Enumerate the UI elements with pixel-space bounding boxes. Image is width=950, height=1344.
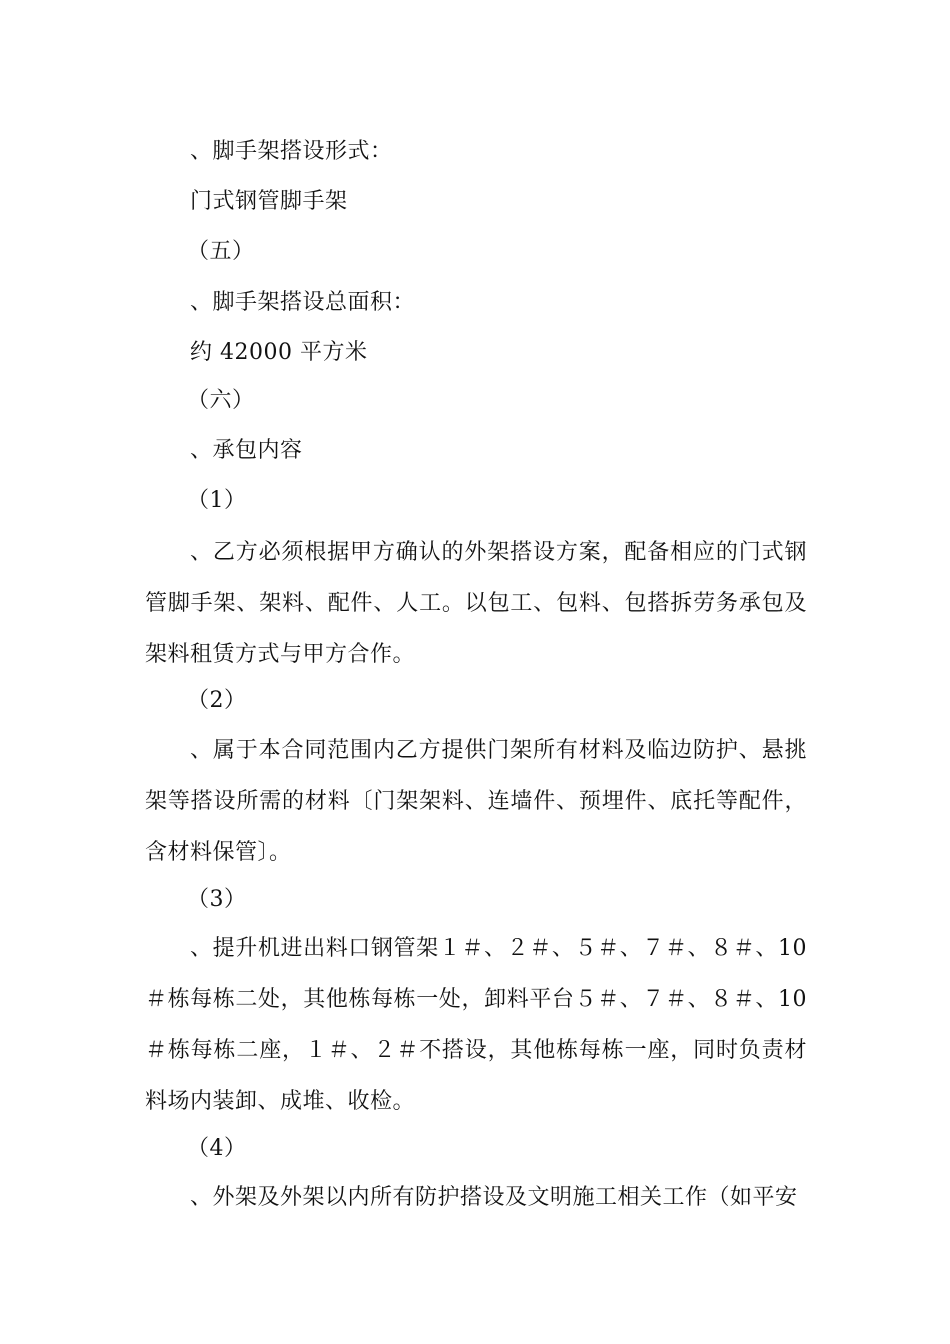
section-number-5: （五） (187, 239, 255, 264)
section-number-6: （六） (187, 388, 255, 413)
scaffold-form-value: 门式钢管脚手架 (190, 189, 348, 214)
contract-scope-heading: 、承包内容 (190, 438, 303, 463)
item-4-paragraph: 、外架及外架以内所有防护搭设及文明施工相关工作（如平安 (190, 1185, 798, 1210)
item-number-3: （3） (187, 887, 247, 912)
scaffold-form-heading: 、脚手架搭设形式： (190, 139, 393, 164)
item-3-paragraph: 、提升机进出料口钢管架１＃、２＃、５＃、７＃、８＃、10＃栋每栋二处，其他栋每栋一处，卸料平台５＃、７＃、８＃、10＃栋每栋二座，１＃、２＃不搭设，其他栋每栋一座，同时负责材料场内装卸、成堆、收检。 (145, 936, 807, 1114)
item-1-paragraph: 、乙方必须根据甲方确认的外架搭设方案，配备相应的门式钢管脚手架、架料、配件、人工。以包工、包料、包搭拆劳务承包及架料租赁方式与甲方合作。 (145, 540, 807, 667)
item-2-paragraph: 、属于本合同范围内乙方提供门架所有材料及临边防护、悬挑架等搭设所需的材料〔门架架料、连墙件、预埋件、底托等配件，含材料保管〕。 (145, 738, 807, 865)
item-number-2: （2） (187, 688, 247, 713)
item-number-1: （1） (187, 488, 247, 513)
item-number-4: （4） (187, 1136, 247, 1161)
scaffold-area-value: 约 42000 平方米 (190, 340, 368, 365)
scaffold-area-heading: 、脚手架搭设总面积： (190, 290, 416, 315)
